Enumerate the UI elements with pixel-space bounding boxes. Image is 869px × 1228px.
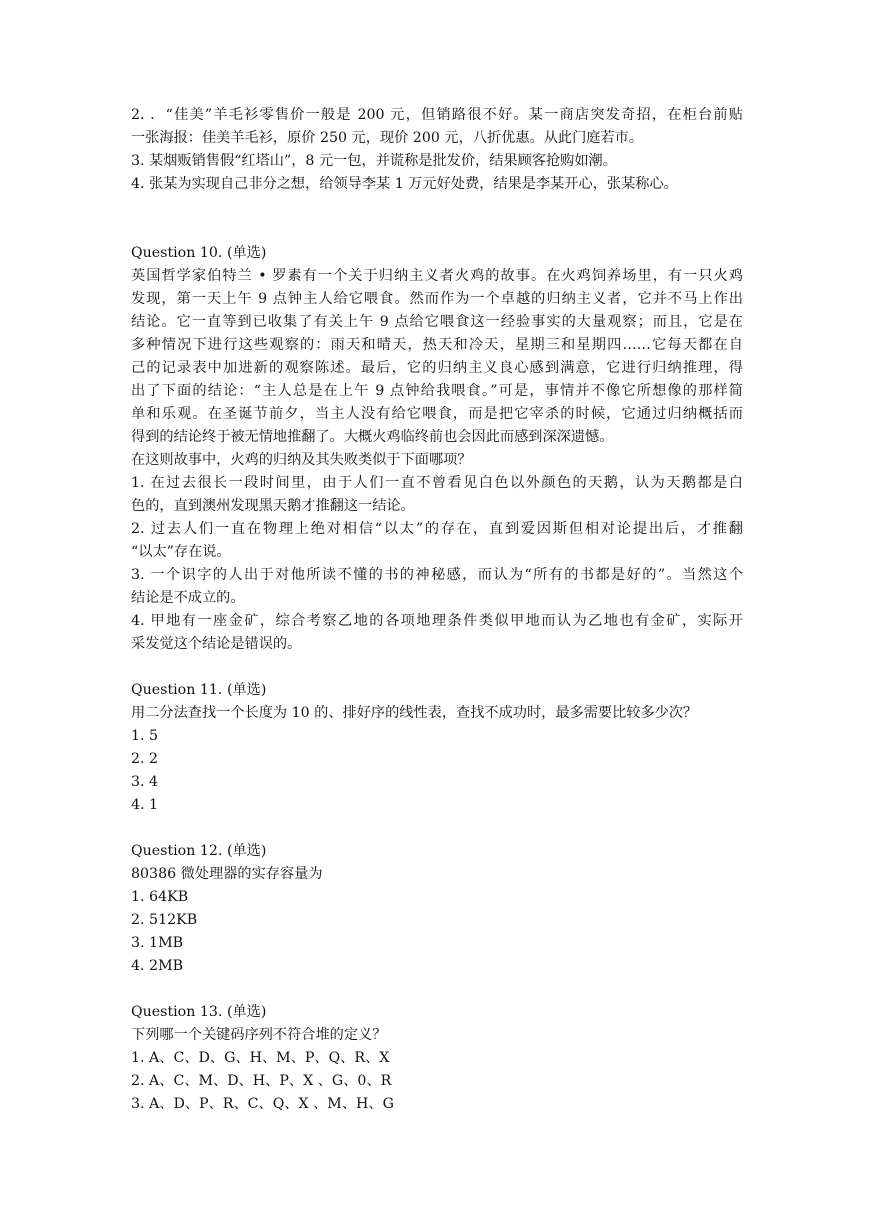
question-12 (131, 840, 743, 978)
option-item: 3. 4 (131, 774, 159, 790)
passage-line: 己的记录表中加进新的观察陈述。最后，它的归纳主义良心感到满意，它进行归纳推理，得 (131, 360, 743, 376)
option-text-line: 2. 过去人们一直在物理上绝对相信“以太”的存在，直到爱因斯但相对论提出后，才推翻 (131, 521, 743, 537)
option-item: 2. A、C、M、D、H、P、X 、G、0、R (131, 1073, 392, 1089)
passage-line: 出了下面的结论：“主人总是在上午 9 点钟给我喂食。”可是，事情并不像它所想像的那样简 (131, 383, 743, 399)
question-header: Question 12. (单选) (131, 843, 267, 859)
option-text-line: 采发觉这个结论是错误的。 (131, 636, 302, 652)
option-item: 4. 2MB (131, 958, 184, 974)
document-page (131, 104, 743, 1116)
question-prompt: 用二分法查找一个长度为 10 的、排好序的线性表，查找不成功时，最多需要比较多少次？ (131, 705, 698, 721)
option-item: 4. 1 (131, 797, 159, 813)
passage-line: 结论。它一直等到已收集了有关上午 9 点给它喂食这一经验事实的大量观察；而且，它是在 (131, 314, 743, 330)
option-text-line: 结论是不成立的。 (131, 590, 245, 606)
option-text-line: 1. 在过去很长一段时间里，由于人们一直不曾看见白色以外颜色的天鹅，认为天鹅都是白 (131, 475, 743, 491)
prev-question-options (131, 104, 743, 196)
option-item: 3. A、D、P、R、C、Q、X 、M、H、G (131, 1096, 394, 1112)
option-item: 2. 512KB (131, 912, 198, 928)
option-item: 2. 2 (131, 751, 159, 767)
spacer (131, 196, 743, 242)
question-prompt: 在这则故事中，火鸡的归纳及其失败类似于下面哪项？ (131, 452, 472, 468)
spacer (131, 656, 743, 679)
question-header: Question 10. (单选) (131, 245, 267, 261)
option-text-line: 3. 一个识字的人出于对他所读不懂的书的神秘感，而认为“所有的书都是好的”。当然这个 (131, 567, 743, 583)
question-prompt: 下列哪一个关键码序列不符合堆的定义？ (131, 1027, 387, 1043)
passage-line: 发现，第一天上午 9 点钟主人给它喂食。然而作为一个卓越的归纳主义者，它并不马上作出 (131, 291, 743, 307)
option-text-line: “以太”存在说。 (131, 544, 231, 560)
question-header: Question 11. (单选) (131, 682, 267, 698)
question-13 (131, 1001, 743, 1116)
question-11 (131, 679, 743, 817)
option-item: 3. 1MB (131, 935, 184, 951)
option-item: 1. A、C、D、G、H、M、P、Q、R、X (131, 1050, 390, 1066)
passage-line: 英国哲学家伯特兰 • 罗素有一个关于归纳主义者火鸡的故事。在火鸡饲养场里，有一只火鸡 (131, 268, 743, 284)
option-text-line: 一张海报：佳美羊毛衫，原价 250 元，现价 200 元，八折优惠。从此门庭若市。 (131, 130, 644, 146)
spacer (131, 978, 743, 1001)
option-text-line: 2. ．“佳美”羊毛衫零售价一般是 200 元，但销路很不好。某一商店突发奇招，在柜台前贴 (131, 107, 743, 123)
question-prompt: 80386 微处理器的实存容量为 (131, 866, 323, 882)
option-text-line: 4. 甲地有一座金矿，综合考察乙地的各项地理条件类似甲地而认为乙地也有金矿，实际开 (131, 613, 743, 629)
question-10 (131, 242, 743, 656)
passage-line: 得到的结论终于被无情地推翻了。大概火鸡临终前也会因此而感到深深遗憾。 (131, 429, 614, 445)
option-text-line: 色的，直到澳州发现黑天鹅才推翻这一结论。 (131, 498, 415, 514)
option-item: 1. 64KB (131, 889, 189, 905)
passage-line: 单和乐观。在圣诞节前夕，当主人没有给它喂食，而是把它宰杀的时候，它通过归纳概括而 (131, 406, 743, 422)
option-item: 1. 5 (131, 728, 159, 744)
option-text-line: 4. 张某为实现自己非分之想，给领导李某 1 万元好处费，结果是李某开心，张某称心。 (131, 176, 678, 192)
question-header: Question 13. (单选) (131, 1004, 267, 1020)
option-text-line: 3. 某烟贩销售假“红塔山”，8 元一包，并谎称是批发价，结果顾客抢购如潮。 (131, 153, 617, 169)
passage-line: 多种情况下进行这些观察的：雨天和晴天，热天和冷天，星期三和星期四……它每天都在自 (131, 337, 743, 353)
spacer (131, 817, 743, 840)
